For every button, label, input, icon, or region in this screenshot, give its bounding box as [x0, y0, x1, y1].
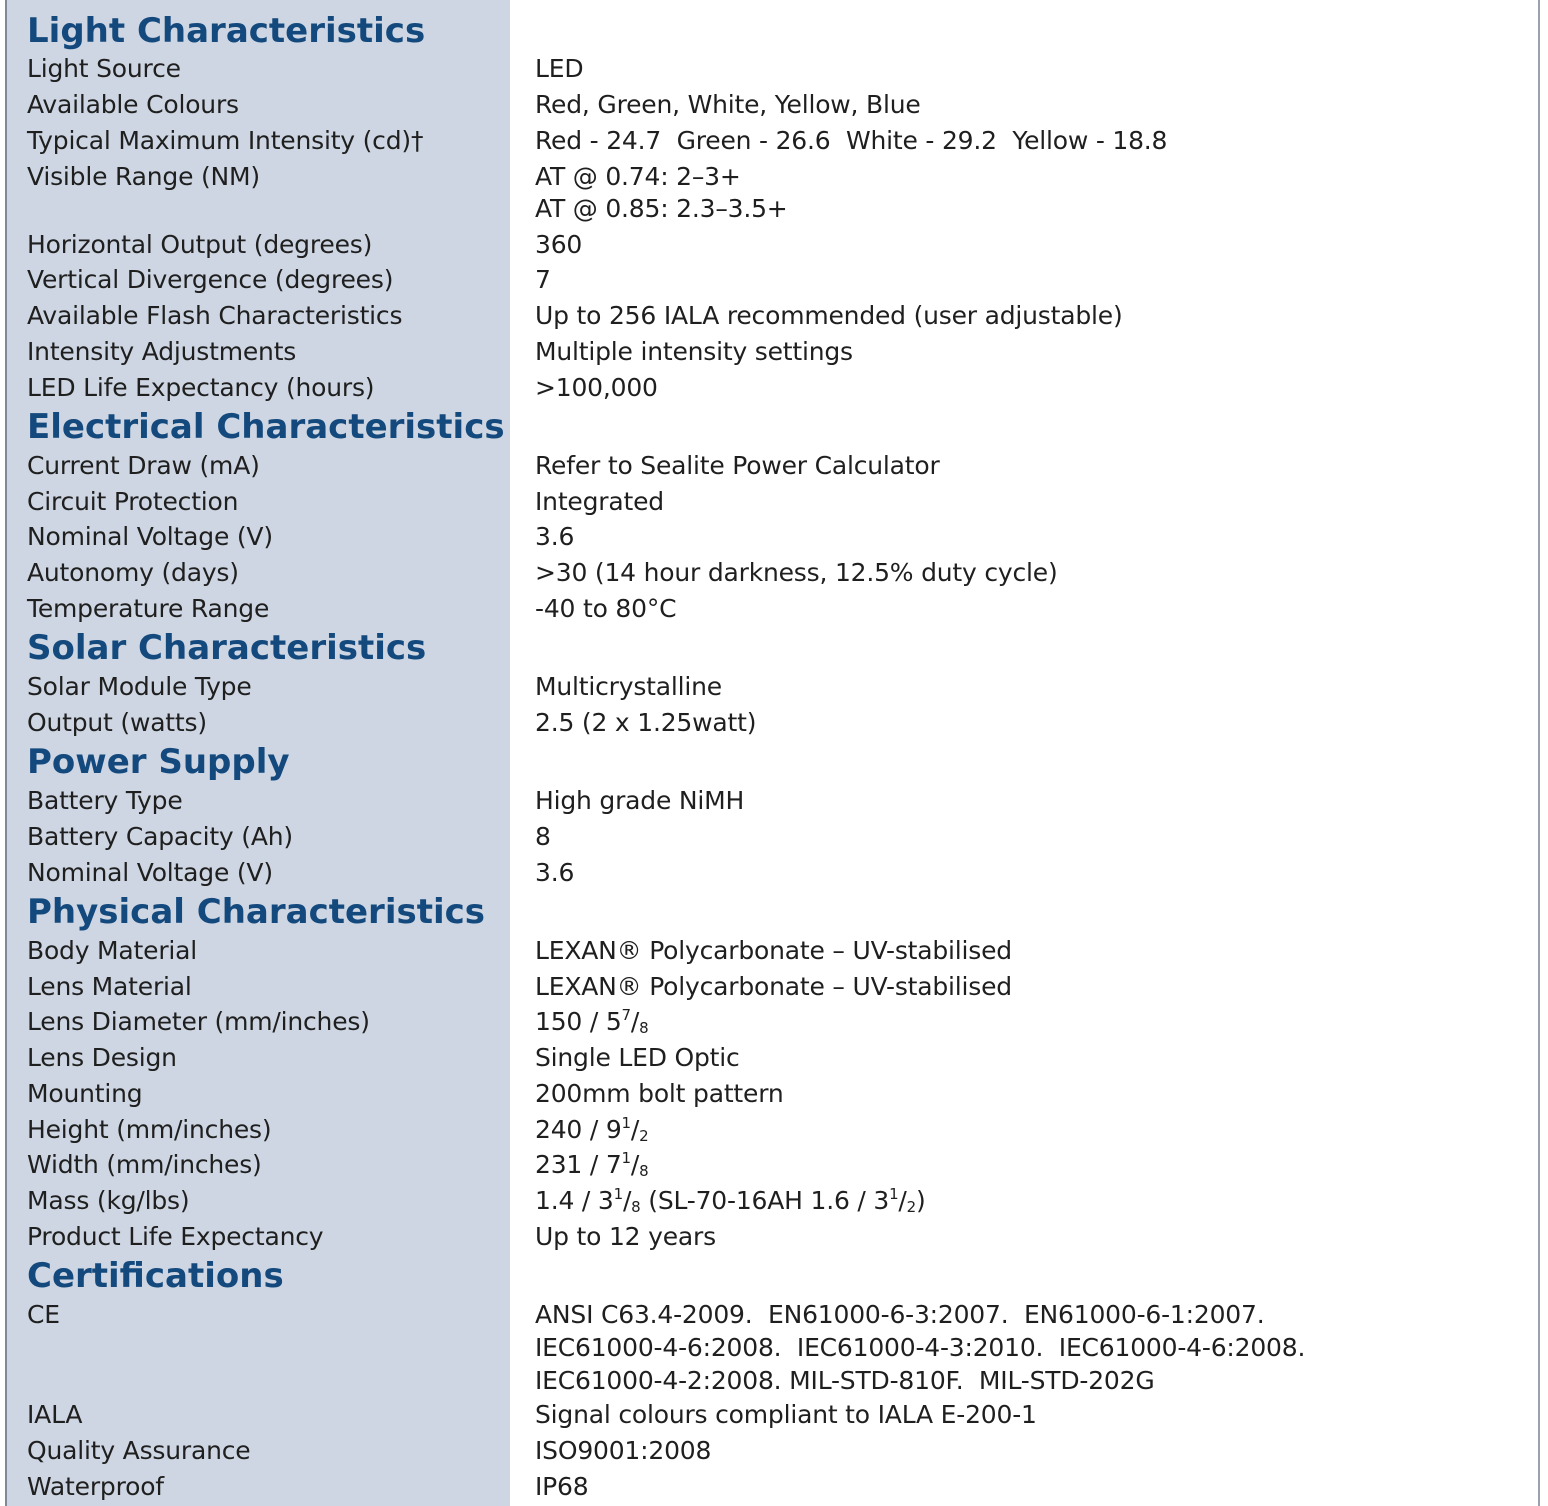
spec-label: Nominal Voltage (V) — [27, 858, 273, 887]
spec-value: Red - 24.7 Green - 26.6 White - 29.2 Yellow - 18.8 — [535, 126, 1168, 155]
spec-value: >100,000 — [535, 373, 658, 402]
section-heading-certifications: Certifications — [27, 1256, 284, 1296]
spec-value: Signal colours compliant to IALA E-200-1 — [535, 1400, 1037, 1429]
spec-value: 8 — [535, 822, 551, 851]
spec-label: Visible Range (NM) — [27, 162, 260, 191]
spec-label: Nominal Voltage (V) — [27, 522, 273, 551]
spec-value: Refer to Sealite Power Calculator — [535, 451, 940, 480]
spec-label: IALA — [27, 1400, 83, 1429]
spec-label: Vertical Divergence (degrees) — [27, 265, 394, 294]
spec-value: LEXAN® Polycarbonate – UV-stabilised — [535, 936, 1012, 965]
spec-label: CE — [27, 1300, 60, 1329]
spec-value: LED — [535, 54, 584, 83]
spec-label: Lens Material — [27, 972, 192, 1001]
spec-label: Output (watts) — [27, 708, 207, 737]
spec-label: Temperature Range — [27, 594, 270, 623]
spec-label: Typical Maximum Intensity (cd)† — [27, 126, 424, 155]
spec-label: Lens Diameter (mm/inches) — [27, 1007, 370, 1036]
spec-label: Product Life Expectancy — [27, 1222, 324, 1251]
spec-value: Red, Green, White, Yellow, Blue — [535, 90, 921, 119]
spec-value: High grade NiMH — [535, 786, 745, 815]
spec-value-fraction: $231 / 7^1/_8$ — [535, 1149, 649, 1180]
spec-value: -40 to 80°C — [535, 594, 677, 623]
spec-label: Width (mm/inches) — [27, 1150, 262, 1179]
spec-value: ISO9001:2008 — [535, 1436, 712, 1465]
spec-label: Battery Type — [27, 786, 183, 815]
spec-label: Current Draw (mA) — [27, 451, 260, 480]
spec-value: 3.6 — [535, 858, 575, 887]
spec-value: >30 (14 hour darkness, 12.5% duty cycle) — [535, 558, 1058, 587]
spec-value: 3.6 — [535, 522, 575, 551]
spec-value: 7 — [535, 265, 551, 294]
spec-value: LEXAN® Polycarbonate – UV-stabilised — [535, 972, 1012, 1001]
spec-label: Light Source — [27, 54, 181, 83]
spec-label: Available Flash Characteristics — [27, 301, 403, 330]
spec-value: Multiple intensity settings — [535, 337, 853, 366]
section-heading-solar: Solar Characteristics — [27, 628, 427, 668]
spec-label: Autonomy (days) — [27, 558, 239, 587]
spec-label: Quality Assurance — [27, 1436, 251, 1465]
spec-label: Waterproof — [27, 1472, 164, 1501]
spec-label: Height (mm/inches) — [27, 1115, 272, 1144]
spec-label: Battery Capacity (Ah) — [27, 822, 293, 851]
right-border-line — [1538, 0, 1540, 1506]
spec-label: Mass (kg/lbs) — [27, 1186, 190, 1215]
spec-label: LED Life Expectancy (hours) — [27, 373, 375, 402]
left-border-line — [5, 0, 7, 1506]
spec-value: Multicrystalline — [535, 672, 722, 701]
spec-value: Integrated — [535, 487, 664, 516]
spec-label: Horizontal Output (degrees) — [27, 230, 373, 259]
section-heading-light: Light Characteristics — [27, 11, 426, 51]
section-heading-power: Power Supply — [27, 742, 290, 782]
spec-value-fraction: $240 / 9^1/_2$ — [535, 1114, 649, 1145]
spec-value: Up to 12 years — [535, 1222, 716, 1251]
spec-value-fraction: $1.4 / 3^1/_8$ (SL-70-16AH $1.6 / 3^1/_2$) — [535, 1185, 926, 1216]
section-heading-electrical: Electrical Characteristics — [27, 407, 505, 447]
spec-label: Body Material — [27, 936, 198, 965]
spec-label: Circuit Protection — [27, 487, 239, 516]
spec-value-fraction: $150 / 5^7/_8$ — [535, 1006, 649, 1037]
spec-value: 360 — [535, 230, 583, 259]
spec-value: Single LED Optic — [535, 1043, 740, 1072]
section-heading-physical: Physical Characteristics — [27, 892, 486, 932]
spec-value: Up to 256 IALA recommended (user adjustable) — [535, 301, 1123, 330]
spec-label: Lens Design — [27, 1043, 177, 1072]
spec-value: 200mm bolt pattern — [535, 1079, 784, 1108]
spec-value: ANSI C63.4-2009. EN61000-6-3:2007. EN61000-6-1:2007. IEC61000-4-6:2008. IEC61000-4-3:2010. IEC61000-4-6:2008. IEC61000-4-2:2008. MIL-STD-810F. MIL-STD-202G — [535, 1300, 1306, 1395]
spec-label: Solar Module Type — [27, 672, 252, 701]
spec-value: IP68 — [535, 1472, 589, 1501]
spec-value: AT @ 0.74: 2–3+ AT @ 0.85: 2.3–3.5+ — [535, 162, 788, 223]
spec-value: 2.5 (2 x 1.25watt) — [535, 708, 757, 737]
spec-label: Intensity Adjustments — [27, 337, 297, 366]
spec-label: Available Colours — [27, 90, 239, 119]
spec-label: Mounting — [27, 1079, 143, 1108]
